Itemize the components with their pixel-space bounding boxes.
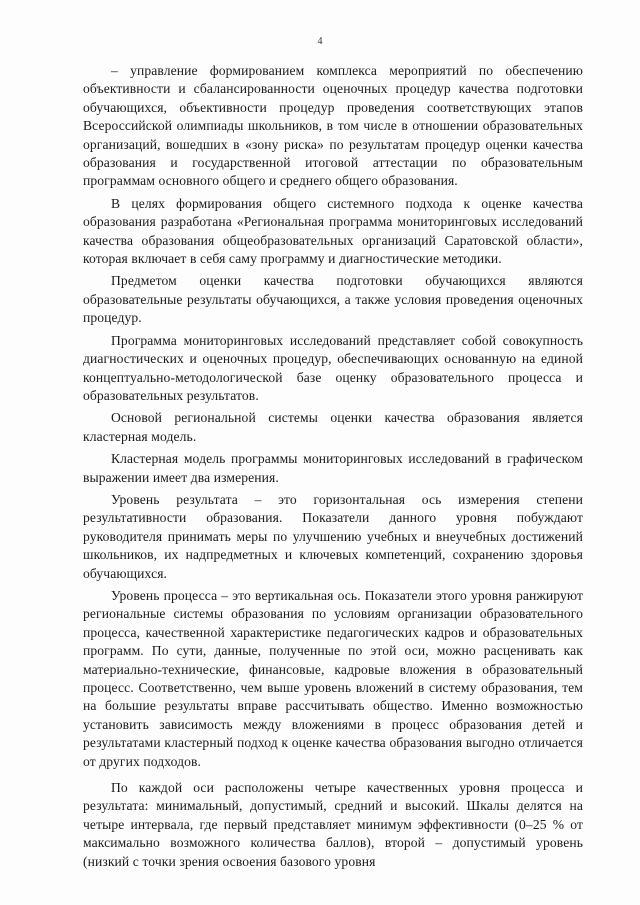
paragraph-3: Предметом оценки качества подготовки обучающихся являются образовательные результаты обучающихся, а также условия проведения оценочных процедур.: [83, 273, 583, 326]
document-text: [83, 62, 583, 875]
paragraph-5: Основой региональной системы оценки качества образования является кластерная модель.: [83, 410, 583, 444]
paragraph-1: – управление формированием комплекса мероприятий по обеспечению объективности и сбалансированности оценочных процедур качества подготовки обучающихся, объективности процедур проведения соответствующих этапов Всероссийской олимпиады школьников, в том числе в отношении образовательных организаций, вошедших в «зону риска» по результатам процедур оценки качества образования и государственной итоговой аттестации по образовательным программам основного общего и среднего общего образования.: [83, 63, 583, 189]
page-number: 4: [317, 36, 323, 47]
paragraph-4: Программа мониторинговых исследований представляет собой совокупность диагностических и оценочных процедур, обеспечивающих основанную на единой концептуально-методологической базе оценку образовательного процесса и образовательных результатов.: [83, 332, 583, 403]
paragraph-7: Уровень результата – это горизонтальная ось измерения степени результативности образования. Показатели данного уровня побуждают руководителя принимать меры по улучшению учебных и внеучебных достижений школьников, их надпредметных и ключевых компетенций, сохранению здоровья обучающихся.: [83, 491, 583, 581]
paragraph-9: По каждой оси расположены четыре качественных уровня процесса и результата: минимальный, допустимый, средний и высокий. Шкалы делятся на четыре интервала, где первый представляет минимум эффективности (0–25 % от максимально возможного количества баллов), второй – допустимый уровень (низкий с точки зрения освоения базового уровня: [83, 780, 583, 869]
paragraph-2: В целях формирования общего системного подхода к оценке качества образования разработана «Региональная программа мониторинговых исследований качества образования общеобразовательных организаций Саратовской области», которая включает в себя саму программу и диагностические методики.: [83, 195, 583, 267]
paragraph-8: Уровень процесса – это вертикальная ось. Показатели этого уровня ранжируют региональные системы образования по условиям организации образовательного процесса, качественной характеристике педагогических кадров и образовательных программ. По сути, данные, полученные по этой оси, можно расценивать как материально-технические, финансовые, кадровые вложения в образовательный процесс. Соответственно, чем выше уровень вложений в систему образования, тем на большие результаты вправе рассчитывать общество. Именно возможностью установить зависимость между вложениями в процесс образования детей и результатами кластерный подход к оценке качества образования выгодно отличается от других подходов.: [83, 587, 583, 769]
paragraph-6: Кластерная модель программы мониторинговых исследований в графическом выражении имеет два измерения.: [83, 451, 583, 485]
